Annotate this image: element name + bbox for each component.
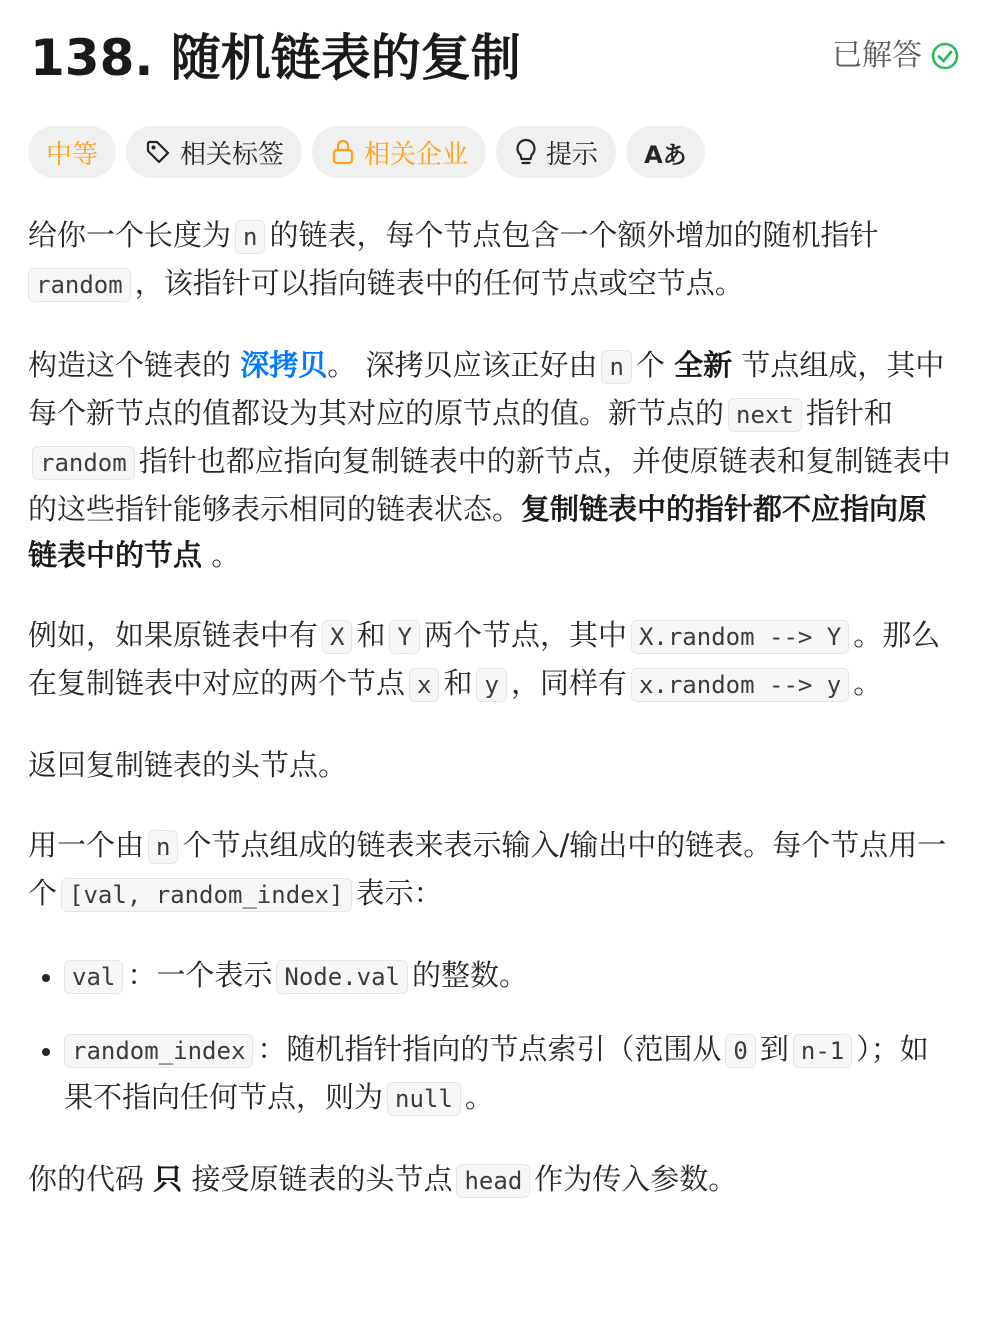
- problem-title: 138. 随机链表的复制: [30, 29, 521, 87]
- text: 构造这个链表的: [28, 348, 232, 382]
- text: 的整数。: [411, 958, 528, 992]
- inline-code: null: [387, 1082, 461, 1116]
- bold-text: 复制链表中的指针都不应指向原链表中的节点: [28, 492, 928, 572]
- text: 。: [464, 1080, 494, 1114]
- topics-tag-button[interactable]: [126, 126, 302, 178]
- text: ：随机指针指向的节点索引（范围从: [257, 1032, 722, 1066]
- text: 用一个由: [28, 828, 145, 862]
- paragraph-3: [28, 612, 954, 708]
- inline-code: Node.val: [276, 960, 408, 994]
- text: 表示：: [355, 876, 443, 910]
- solved-label: 已解答: [832, 38, 922, 73]
- text: 。: [211, 538, 241, 572]
- text: ：一个表示: [127, 958, 273, 992]
- text: 两个节点，其中: [423, 618, 627, 652]
- text: 例如，如果原链表中有: [28, 618, 319, 652]
- paragraph-2: [28, 342, 954, 578]
- text: 和: [356, 618, 386, 652]
- translate-icon: Aあ: [644, 140, 687, 169]
- text: 节点组成，其中每个新节点的值都设为其对应的原节点的值。新节点的: [28, 348, 945, 430]
- companies-tag-label: 相关企业: [364, 139, 469, 170]
- check-circle-icon: [930, 41, 960, 71]
- inline-code: random_index: [64, 1034, 253, 1068]
- inline-code: y: [476, 668, 506, 702]
- bold-text: 全新: [674, 348, 733, 382]
- inline-code: head: [456, 1164, 530, 1198]
- solved-status: [832, 36, 960, 76]
- difficulty-badge: [28, 126, 116, 178]
- inline-code: next: [728, 398, 802, 432]
- paragraph-6: [28, 1156, 954, 1204]
- inline-code: Y: [389, 620, 419, 654]
- inline-code: X.random --> Y: [631, 620, 849, 654]
- lightbulb-icon: [514, 137, 538, 167]
- text: ，同样有: [510, 666, 627, 700]
- inline-code: n: [148, 830, 178, 864]
- inline-code: random: [28, 268, 131, 302]
- text: 。那么在复制链表中对应的两个节点: [28, 618, 941, 700]
- format-list: [28, 952, 954, 1122]
- lock-icon: [330, 138, 356, 166]
- text: 。 深拷贝应该正好由: [327, 348, 598, 382]
- deep-copy-link[interactable]: 深拷贝: [240, 348, 328, 382]
- text: 给你一个长度为: [28, 218, 232, 252]
- topics-tag-label: 相关标签: [180, 139, 285, 170]
- inline-code: x: [409, 668, 439, 702]
- tag-bar: [28, 126, 705, 178]
- companies-tag-button[interactable]: [312, 126, 486, 178]
- text: 和: [443, 666, 473, 700]
- paragraph-4: 返回复制链表的头节点。: [28, 748, 348, 782]
- bold-text: 只: [153, 1162, 183, 1196]
- problem-description: [28, 212, 954, 1238]
- list-item: [64, 1026, 954, 1122]
- inline-code: n-1: [793, 1034, 852, 1068]
- paragraph-5: [28, 822, 954, 918]
- inline-code: val: [64, 960, 123, 994]
- text: 指针和: [805, 396, 893, 430]
- text: 你的代码: [28, 1162, 145, 1196]
- tag-icon: [144, 138, 172, 166]
- inline-code: [val, random_index]: [61, 878, 352, 912]
- text: 作为传入参数。: [534, 1162, 738, 1196]
- translate-button[interactable]: [626, 126, 705, 178]
- problem-header: [30, 22, 960, 94]
- inline-code: X: [322, 620, 352, 654]
- inline-code: n: [235, 220, 265, 254]
- text: 个: [635, 348, 665, 382]
- text: 到: [759, 1032, 789, 1066]
- difficulty-label: 中等: [46, 139, 99, 170]
- text: 。: [853, 666, 883, 700]
- text: ，该指针可以指向链表中的任何节点或空节点。: [134, 266, 744, 300]
- text: 接受原链表的头节点: [191, 1162, 453, 1196]
- inline-code: x.random --> y: [631, 668, 849, 702]
- inline-code: 0: [725, 1034, 755, 1068]
- text: 的链表，每个节点包含一个额外增加的随机指针: [269, 218, 879, 252]
- hint-button[interactable]: [496, 126, 616, 178]
- hint-label: 提示: [546, 139, 599, 170]
- inline-code: n: [601, 350, 631, 384]
- inline-code: random: [32, 446, 135, 480]
- text: ）；如果不指向任何节点，则为: [64, 1032, 929, 1114]
- text: 个节点组成的链表来表示输入/输出中的链表。每个节点用一个: [28, 828, 947, 910]
- paragraph-1: [28, 212, 954, 308]
- text: 指针也都应指向复制链表中的新节点，并使原链表和复制链表中的这些指针能够表示相同的链表状态。: [28, 444, 951, 526]
- list-item: [64, 952, 954, 1000]
